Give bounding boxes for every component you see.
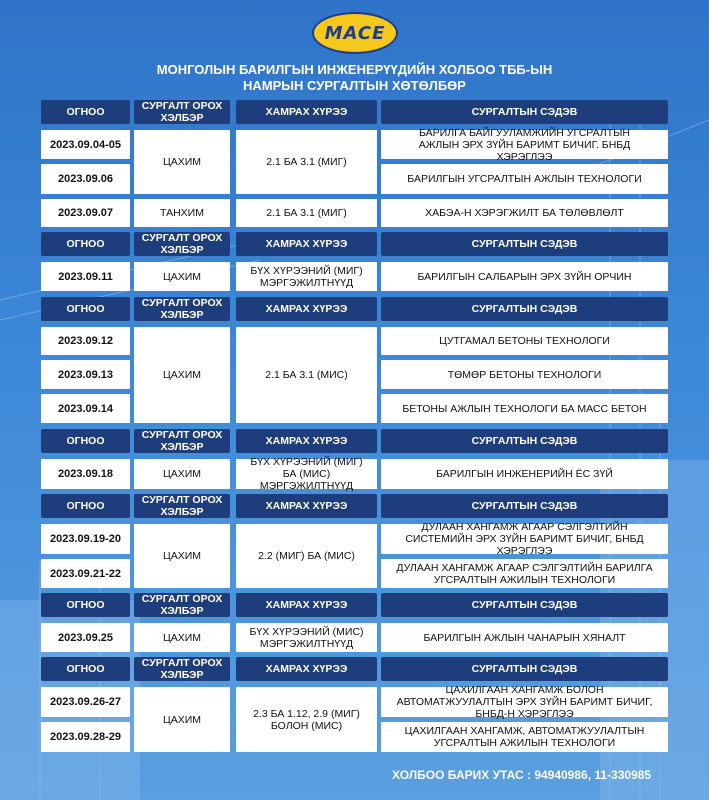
header-audience: ХАМРАХ ХҮРЭЭ [236,297,377,321]
page-title-line1: МОНГОЛЫН БАРИЛГЫН ИНЖЕНЕРҮҮДИЙН ХОЛБОО ТББ-ЫН [156,62,553,77]
date-cell: 2023.09.13 [41,360,130,389]
date-cell: 2023.09.06 [41,164,130,194]
mode-cell: ЦАХИМ [134,524,230,588]
header-audience: ХАМРАХ ХҮРЭЭ [236,100,377,124]
audience-cell: 2.2 (МИГ) БА (МИС) [236,524,377,588]
header-audience: ХАМРАХ ХҮРЭЭ [236,593,377,617]
header-date: ОГНОО [41,297,130,321]
topic-cell: БАРИЛГЫН УГСРАЛТЫН АЖЛЫН ТЕХНОЛОГИ [381,164,668,194]
mace-logo: MACE [312,12,398,54]
topic-cell: ДУЛААН ХАНГАМЖ АГААР СЭЛГЭЛТИЙН СИСТЕМИЙН ЭРХ ЗҮЙН БАРИМТ БИЧИГ, БНБД ХЭРЭГЛЭЭ [381,524,668,554]
header-topic: СУРГАЛТЫН СЭДЭВ [381,593,668,617]
date-cell: 2023.09.14 [41,394,130,423]
audience-cell: 2.1 БА 3.1 (МИС) [236,327,377,423]
page-title-line2: НАМРЫН СУРГАЛТЫН ХӨТӨЛБӨР [243,78,466,93]
header-date: ОГНОО [41,657,130,681]
date-cell: 2023.09.18 [41,459,130,489]
date-cell: 2023.09.19-20 [41,524,130,554]
header-date: ОГНОО [41,232,130,256]
topic-cell: ЦАХИЛГААН ХАНГАМЖ БОЛОН АВТОМАТЖУУЛАЛТЫН ЭРХ ЗҮЙН БАРИМТ БИЧИГ, БНБД-Н ХЭРЭГЛЭЭ [381,687,668,717]
mode-cell: ЦАХИМ [134,623,230,652]
header-audience: ХАМРАХ ХҮРЭЭ [236,494,377,518]
header-audience: ХАМРАХ ХҮРЭЭ [236,429,377,453]
header-mode: СУРГАЛТ ОРОХ ХЭЛБЭР [134,657,230,681]
header-mode: СУРГАЛТ ОРОХ ХЭЛБЭР [134,100,230,124]
topic-cell: БАРИЛГЫН ИНЖЕНЕРИЙН ЁС ЗҮЙ [381,459,668,489]
header-topic: СУРГАЛТЫН СЭДЭВ [381,494,668,518]
mode-cell: ЦАХИМ [134,327,230,423]
date-cell: 2023.09.07 [41,199,130,227]
date-cell: 2023.09.26-27 [41,687,130,717]
header-mode: СУРГАЛТ ОРОХ ХЭЛБЭР [134,593,230,617]
topic-cell: ЦАХИЛГААН ХАНГАМЖ, АВТОМАТЖУУЛАЛТЫН УГСРАЛТЫН АЖИЛЫН ТЕХНОЛОГИ [381,722,668,752]
audience-cell: БҮХ ХҮРЭЭНИЙ (МИС) МЭРГЭЖИЛТНҮҮД [236,623,377,652]
topic-cell: БАРИЛГА БАЙГУУЛАМЖИЙН УГСРАЛТЫН АЖЛЫН ЭРХ ЗҮЙН БАРИМТ БИЧИГ. БНБД ХЭРЭГЛЭЭ [381,130,668,159]
header-audience: ХАМРАХ ХҮРЭЭ [236,657,377,681]
header-date: ОГНОО [41,100,130,124]
topic-cell: БАРИЛГЫН АЖЛЫН ЧАНАРЫН ХЯНАЛТ [381,623,668,652]
mode-cell: ЦАХИМ [134,262,230,291]
date-cell: 2023.09.21-22 [41,559,130,588]
mode-cell: ТАНХИМ [134,199,230,227]
mode-cell: ЦАХИМ [134,130,230,194]
contact-footer: ХОЛБОО БАРИХ УТАС : 94940986, 11-330985 [392,768,652,782]
date-cell: 2023.09.25 [41,623,130,652]
topic-cell: ХАБЭА-Н ХЭРЭГЖИЛТ БА ТӨЛӨВЛӨЛТ [381,199,668,227]
topic-cell: БАРИЛГЫН САЛБАРЫН ЭРХ ЗҮЙН ОРЧИН [381,262,668,291]
header-topic: СУРГАЛТЫН СЭДЭВ [381,657,668,681]
header-date: ОГНОО [41,494,130,518]
date-cell: 2023.09.28-29 [41,722,130,752]
audience-cell: 2.1 БА 3.1 (МИГ) [236,130,377,194]
date-cell: 2023.09.04-05 [41,130,130,159]
audience-cell: 2.3 БА 1.12, 2.9 (МИГ) БОЛОН (МИС) [236,687,377,752]
audience-cell: БҮХ ХҮРЭЭНИЙ (МИГ) БА (МИС) МЭРГЭЖИЛТНҮҮД [236,459,377,489]
topic-cell: ЦУТГАМАЛ БЕТОНЫ ТЕХНОЛОГИ [381,327,668,355]
header-date: ОГНОО [41,593,130,617]
topic-cell: БЕТОНЫ АЖЛЫН ТЕХНОЛОГИ БА МАСС БЕТОН [381,394,668,423]
date-cell: 2023.09.12 [41,327,130,355]
topic-cell: ДУЛААН ХАНГАМЖ АГААР СЭЛГЭЛТИЙН БАРИЛГА УГСРАЛТЫН АЖИЛЫН ТЕХНОЛОГИ [381,559,668,588]
topic-cell: ТӨМӨР БЕТОНЫ ТЕХНОЛОГИ [381,360,668,389]
header-topic: СУРГАЛТЫН СЭДЭВ [381,232,668,256]
header-mode: СУРГАЛТ ОРОХ ХЭЛБЭР [134,494,230,518]
header-mode: СУРГАЛТ ОРОХ ХЭЛБЭР [134,429,230,453]
header-topic: СУРГАЛТЫН СЭДЭВ [381,429,668,453]
mode-cell: ЦАХИМ [134,459,230,489]
mode-cell: ЦАХИМ [134,687,230,752]
header-mode: СУРГАЛТ ОРОХ ХЭЛБЭР [134,232,230,256]
header-mode: СУРГАЛТ ОРОХ ХЭЛБЭР [134,297,230,321]
header-date: ОГНОО [41,429,130,453]
header-audience: ХАМРАХ ХҮРЭЭ [236,232,377,256]
date-cell: 2023.09.11 [41,262,130,291]
header-topic: СУРГАЛТЫН СЭДЭВ [381,297,668,321]
audience-cell: 2.1 БА 3.1 (МИГ) [236,199,377,227]
audience-cell: БҮХ ХҮРЭЭНИЙ (МИГ) МЭРГЭЖИЛТНҮҮД [236,262,377,291]
header-topic: СУРГАЛТЫН СЭДЭВ [381,100,668,124]
